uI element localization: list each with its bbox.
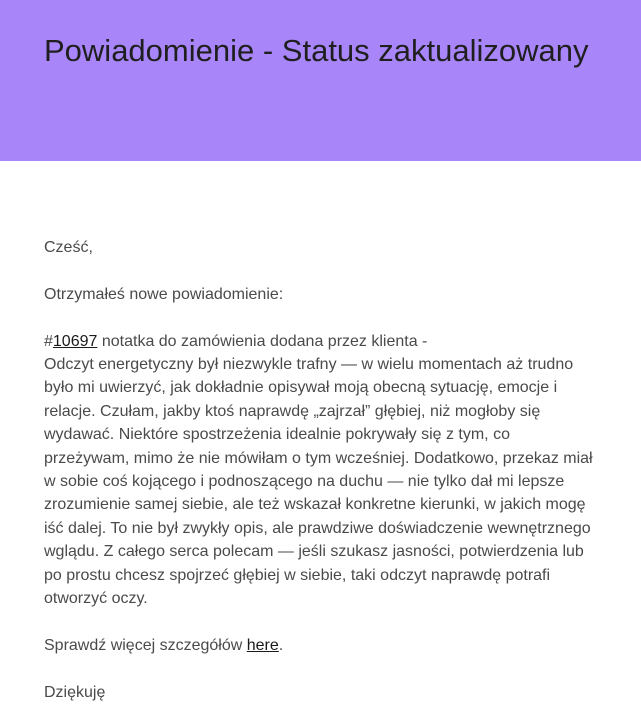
details-prefix: Sprawdź więcej szczegółów [44,636,247,654]
note-message: Odczyt energetyczny był niezwykle trafny — w wielu momentach aż trudno było mi uwierzyć, jak dokładnie opisywał moją obecną sytuację, emocje i relacje. Czułam, jakby ktoś naprawdę „zajrzał” głębiej, niż mogłoby się wydawać. Niektóre spostrzeżenia idealnie pokrywały się z tym, co przeżywam, mimo że nie mówiłam o tym wcześniej. Dodatkowo, przekaz miał w sobie coś kojącego i podnoszącego na duchu — nie tylko dał mi lepsze zrozumienie samej siebie, ale też wskazał konkretne kierunki, w jakich mogę iść dalej. To nie był zwykły opis, ale prawdziwe doświadczenie wewnętrznego wglądu. Z całego serca polecam — jeśli szukasz jasności, potwierdzenia lub po prostu chcesz spojrzeć głębiej w siebie, taki odczyt naprawdę potrafi otworzyć oczy. [44,356,593,608]
signoff: Dziękuję [44,683,106,701]
details-link[interactable]: here [246,636,279,654]
greeting: Cześć, [44,239,93,256]
email-title: Powiadomienie - Status zaktualizowany [44,33,589,68]
details-suffix: . [278,636,284,654]
order-hash: # [44,332,53,350]
email-body [0,161,641,704]
email-header [0,0,641,161]
intro-text: Otrzymałeś nowe powiadomienie: [44,285,284,303]
details-line [44,634,597,657]
note-label: notatka do zamówienia dodana przez klienta - [97,332,428,350]
note-block [44,330,597,611]
order-number-link[interactable]: 10697 [52,332,98,350]
